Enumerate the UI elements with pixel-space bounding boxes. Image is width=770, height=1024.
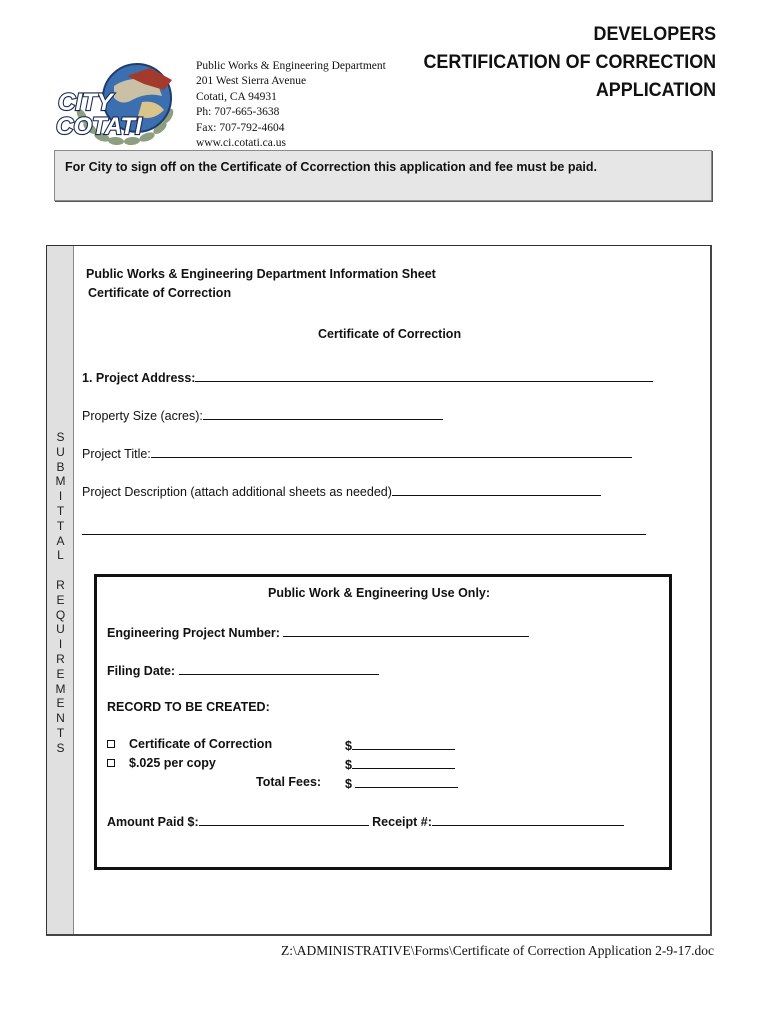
side-letter: S bbox=[56, 430, 65, 444]
city-logo bbox=[52, 56, 192, 152]
fax-number: Fax: 707-792-4604 bbox=[196, 121, 285, 134]
side-letter: T bbox=[56, 725, 65, 740]
logo-city-text: CITY bbox=[58, 89, 113, 116]
document-title bbox=[423, 20, 716, 104]
filing-date-label: Filing Date: bbox=[107, 664, 176, 678]
filing-date-row bbox=[107, 662, 379, 678]
total-fees-dollar: $ bbox=[345, 777, 352, 791]
amount-paid-label: Amount Paid $: bbox=[107, 815, 199, 829]
project-description-label: Project Description (attach additional sheets as needed) bbox=[82, 485, 392, 499]
side-letter: E bbox=[56, 592, 65, 607]
fee-item-dollar: $ bbox=[345, 758, 352, 772]
address-line-2: Cotati, CA 94931 bbox=[196, 90, 277, 103]
side-letter: E bbox=[56, 666, 65, 681]
title-line-1: DEVELOPERS bbox=[593, 23, 716, 45]
project-address-field[interactable] bbox=[195, 369, 653, 382]
fee-item-row bbox=[107, 756, 216, 770]
notice-text: For City to sign off on the Certificate of Ccorrection this application and fee must be paid. bbox=[65, 160, 597, 174]
fee-item-label: $.025 per copy bbox=[129, 756, 216, 770]
department-info bbox=[196, 59, 416, 151]
total-fees-field[interactable] bbox=[355, 775, 458, 788]
total-fees-row bbox=[345, 775, 458, 791]
receipt-label: Receipt #: bbox=[372, 815, 432, 829]
project-description-row bbox=[82, 483, 601, 499]
side-letter: R bbox=[56, 651, 65, 666]
side-letter: R bbox=[56, 577, 65, 592]
side-letter: T bbox=[56, 518, 65, 533]
title-line-2: CERTIFICATION OF CORRECTION bbox=[423, 51, 716, 73]
phone-number: Ph: 707-665-3638 bbox=[196, 106, 280, 119]
project-description-continuation-line[interactable] bbox=[82, 534, 646, 535]
side-letter: Q bbox=[55, 607, 66, 622]
logo-cotati-text: COTATI bbox=[56, 113, 142, 140]
side-letter: I bbox=[58, 489, 63, 504]
side-letter: U bbox=[56, 444, 65, 459]
side-letter bbox=[47, 563, 74, 578]
certificate-amount-field[interactable] bbox=[352, 737, 455, 750]
fee-item-label: Certificate of Correction bbox=[129, 737, 273, 751]
project-title-row bbox=[82, 445, 632, 461]
info-sheet-subheading: Certificate of Correction bbox=[88, 286, 232, 300]
fee-item-amount-row bbox=[345, 737, 455, 753]
side-letter: T bbox=[56, 503, 65, 518]
project-title-label: Project Title: bbox=[82, 447, 151, 461]
copy-fee-amount-field[interactable] bbox=[352, 756, 455, 769]
side-letter: A bbox=[56, 533, 65, 548]
side-letter: S bbox=[56, 740, 65, 755]
project-address-row bbox=[82, 369, 653, 385]
record-heading: RECORD TO BE CREATED: bbox=[107, 700, 270, 714]
copy-fee-checkbox[interactable] bbox=[107, 759, 115, 767]
property-size-row bbox=[82, 407, 443, 423]
fee-item-row bbox=[107, 737, 272, 751]
fee-item-amount-row bbox=[345, 756, 455, 772]
notice-box bbox=[54, 150, 712, 201]
address-line-1: 201 West Sierra Avenue bbox=[196, 75, 307, 88]
side-letter: M bbox=[55, 474, 66, 489]
receipt-field[interactable] bbox=[432, 813, 624, 826]
fee-item-dollar: $ bbox=[345, 739, 352, 753]
office-use-title: Public Work & Engineering Use Only: bbox=[268, 586, 491, 600]
title-line-3: APPLICATION bbox=[595, 79, 716, 101]
property-size-field[interactable] bbox=[203, 407, 443, 420]
side-letter: M bbox=[55, 681, 66, 696]
side-letter: N bbox=[56, 711, 65, 726]
website: www.ci.cotati.ca.us bbox=[196, 137, 286, 150]
submittal-requirements-label bbox=[47, 430, 74, 756]
certificate-checkbox[interactable] bbox=[107, 740, 115, 748]
payment-row bbox=[107, 813, 624, 829]
filing-date-field[interactable] bbox=[179, 662, 379, 675]
side-letter: E bbox=[56, 696, 65, 711]
project-address-label: 1. Project Address: bbox=[82, 371, 196, 385]
file-path-footer: Z:\ADMINISTRATIVE\Forms\Certificate of Correction Application 2-9-17.doc bbox=[280, 943, 714, 958]
project-description-field[interactable] bbox=[392, 483, 601, 496]
project-title-field[interactable] bbox=[151, 445, 632, 458]
amount-paid-field[interactable] bbox=[199, 813, 369, 826]
side-letter: L bbox=[57, 548, 64, 563]
department-name: Public Works & Engineering Department bbox=[196, 60, 386, 72]
property-size-label: Property Size (acres): bbox=[82, 409, 203, 423]
form-center-title: Certificate of Correction bbox=[318, 327, 462, 341]
side-letter: I bbox=[58, 637, 63, 652]
side-letter: U bbox=[56, 622, 65, 637]
info-sheet-heading: Public Works & Engineering Department Information Sheet bbox=[86, 267, 436, 281]
total-fees-label: Total Fees: bbox=[256, 775, 322, 789]
side-letter: B bbox=[56, 459, 65, 474]
engineering-project-number-label: Engineering Project Number: bbox=[107, 626, 280, 640]
engineering-project-number-row bbox=[107, 624, 529, 640]
engineering-project-number-field[interactable] bbox=[283, 624, 529, 637]
